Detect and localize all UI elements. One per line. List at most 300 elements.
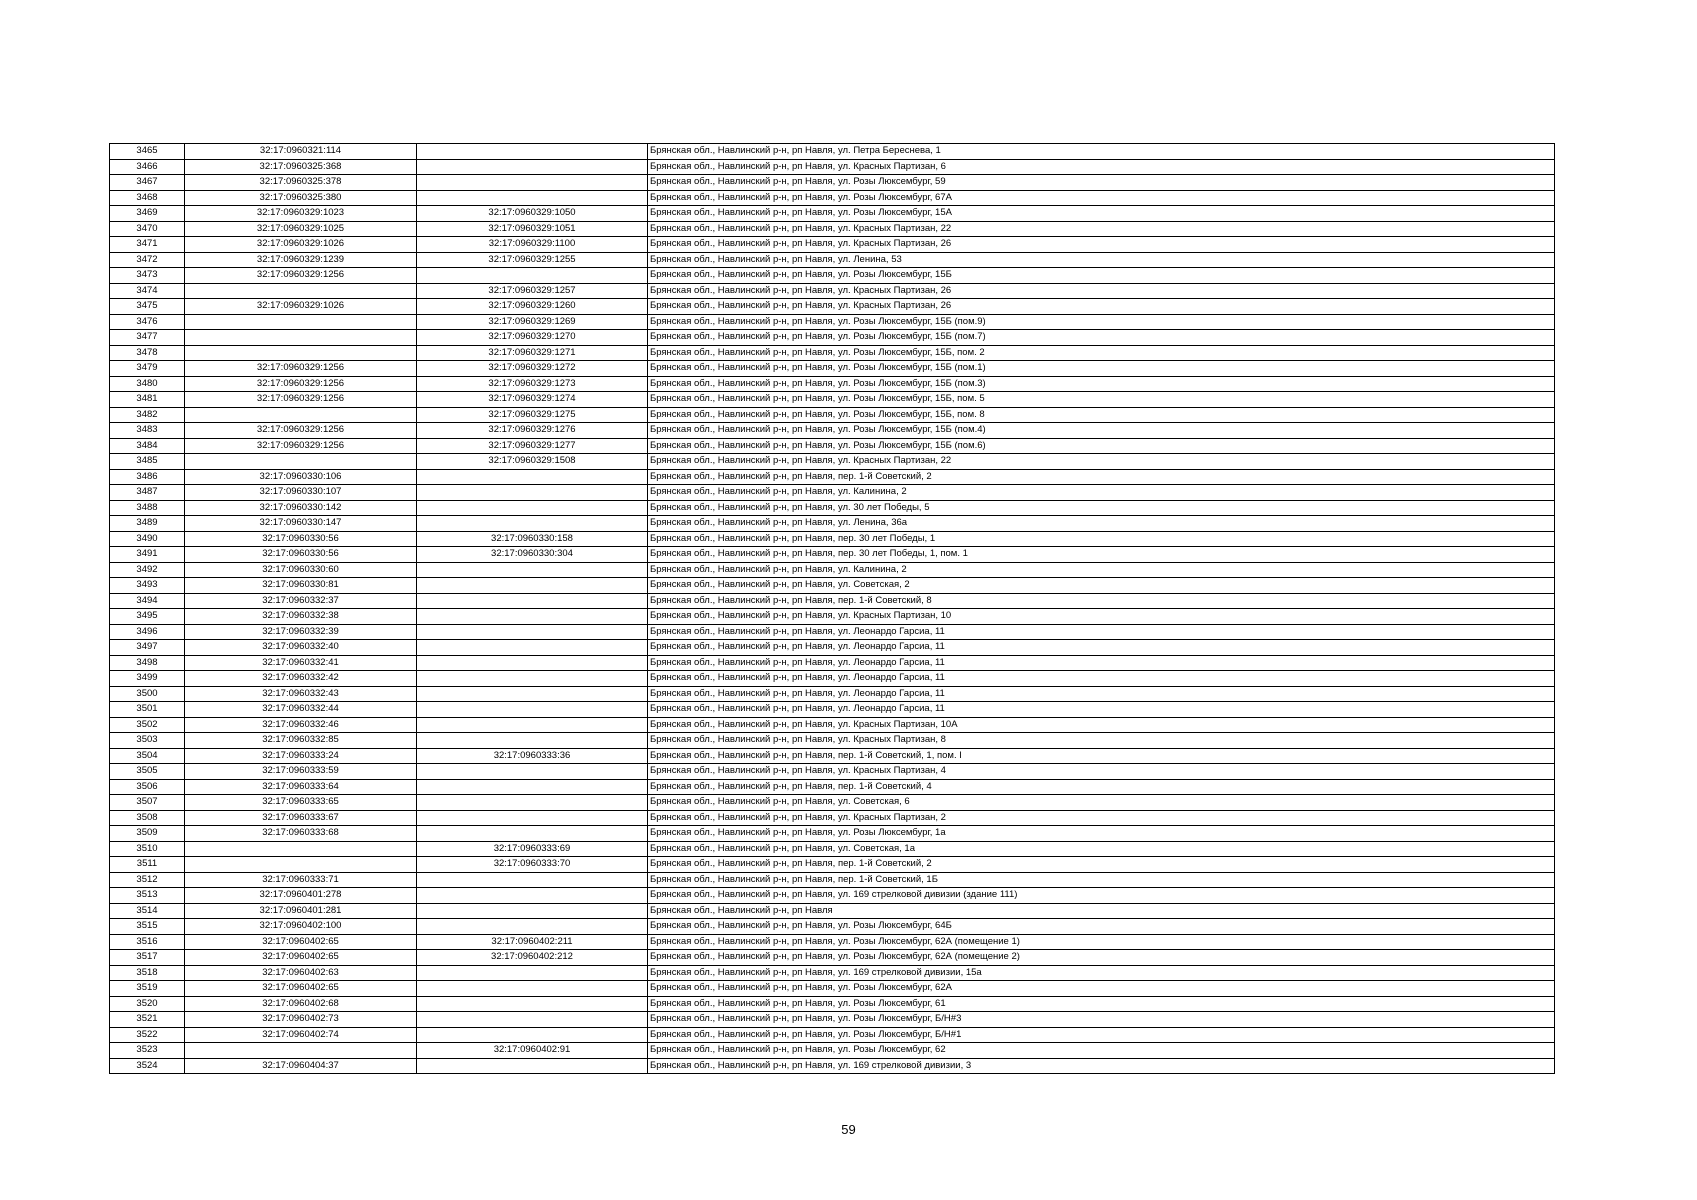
address-cell: Брянская обл., Навлинский р-н, рп Навля, ул. 169 стрелковой дивизии, 3 bbox=[648, 1058, 1555, 1074]
related-cadastral-number-cell bbox=[417, 826, 648, 842]
row-number-cell: 3502 bbox=[110, 717, 185, 733]
cadastral-number-cell: 32:17:0960325:368 bbox=[185, 159, 417, 175]
row-number-cell: 3524 bbox=[110, 1058, 185, 1074]
address-cell: Брянская обл., Навлинский р-н, рп Навля, ул. Розы Люксембург, 64Б bbox=[648, 919, 1555, 935]
table-row bbox=[110, 640, 1555, 656]
related-cadastral-number-cell bbox=[417, 686, 648, 702]
cadastral-number-cell: 32:17:0960404:37 bbox=[185, 1058, 417, 1074]
row-number-cell: 3489 bbox=[110, 516, 185, 532]
address-cell: Брянская обл., Навлинский р-н, рп Навля, ул. Леонардо Гарсиа, 11 bbox=[648, 640, 1555, 656]
related-cadastral-number-cell bbox=[417, 655, 648, 671]
related-cadastral-number-cell: 32:17:0960402:211 bbox=[417, 934, 648, 950]
address-cell: Брянская обл., Навлинский р-н, рп Навля, ул. Красных Партизан, 10А bbox=[648, 717, 1555, 733]
row-number-cell: 3498 bbox=[110, 655, 185, 671]
table-row bbox=[110, 206, 1555, 222]
related-cadastral-number-cell: 32:17:0960333:70 bbox=[417, 857, 648, 873]
row-number-cell: 3466 bbox=[110, 159, 185, 175]
row-number-cell: 3482 bbox=[110, 407, 185, 423]
related-cadastral-number-cell: 32:17:0960329:1269 bbox=[417, 314, 648, 330]
address-cell: Брянская обл., Навлинский р-н, рп Навля, ул. Красных Партизан, 26 bbox=[648, 283, 1555, 299]
cadastral-number-cell: 32:17:0960332:46 bbox=[185, 717, 417, 733]
table-row bbox=[110, 330, 1555, 346]
related-cadastral-number-cell bbox=[417, 717, 648, 733]
cadastral-number-cell: 32:17:0960329:1239 bbox=[185, 252, 417, 268]
related-cadastral-number-cell bbox=[417, 903, 648, 919]
related-cadastral-number-cell bbox=[417, 1012, 648, 1028]
address-cell: Брянская обл., Навлинский р-н, рп Навля, пер. 30 лет Победы, 1 bbox=[648, 531, 1555, 547]
table-row bbox=[110, 175, 1555, 191]
address-cell: Брянская обл., Навлинский р-н, рп Навля, ул. Советская, 1а bbox=[648, 841, 1555, 857]
related-cadastral-number-cell: 32:17:0960402:212 bbox=[417, 950, 648, 966]
row-number-cell: 3479 bbox=[110, 361, 185, 377]
table-row bbox=[110, 345, 1555, 361]
related-cadastral-number-cell bbox=[417, 981, 648, 997]
row-number-cell: 3516 bbox=[110, 934, 185, 950]
related-cadastral-number-cell: 32:17:0960329:1271 bbox=[417, 345, 648, 361]
cadastral-number-cell bbox=[185, 857, 417, 873]
related-cadastral-number-cell bbox=[417, 500, 648, 516]
address-cell: Брянская обл., Навлинский р-н, рп Навля, ул. Ленина, 36а bbox=[648, 516, 1555, 532]
address-cell: Брянская обл., Навлинский р-н, рп Навля, ул. Красных Партизан, 2 bbox=[648, 810, 1555, 826]
related-cadastral-number-cell bbox=[417, 1027, 648, 1043]
table-row bbox=[110, 810, 1555, 826]
address-cell: Брянская обл., Навлинский р-н, рп Навля, ул. Розы Люксембург, 59 bbox=[648, 175, 1555, 191]
address-cell: Брянская обл., Навлинский р-н, рп Навля, ул. Красных Партизан, 26 bbox=[648, 299, 1555, 315]
address-cell: Брянская обл., Навлинский р-н, рп Навля, ул. Красных Партизан, 6 bbox=[648, 159, 1555, 175]
related-cadastral-number-cell: 32:17:0960330:304 bbox=[417, 547, 648, 563]
table-row bbox=[110, 531, 1555, 547]
address-cell: Брянская обл., Навлинский р-н, рп Навля, ул. Розы Люксембург, 15Б, пом. 5 bbox=[648, 392, 1555, 408]
cadastral-number-cell: 32:17:0960332:40 bbox=[185, 640, 417, 656]
cadastral-number-cell: 32:17:0960329:1026 bbox=[185, 237, 417, 253]
related-cadastral-number-cell: 32:17:0960329:1100 bbox=[417, 237, 648, 253]
row-number-cell: 3514 bbox=[110, 903, 185, 919]
address-cell: Брянская обл., Навлинский р-н, рп Навля, пер. 1-й Советский, 4 bbox=[648, 779, 1555, 795]
related-cadastral-number-cell: 32:17:0960333:69 bbox=[417, 841, 648, 857]
address-cell: Брянская обл., Навлинский р-н, рп Навля, ул. Розы Люксембург, 62А (помещение 1) bbox=[648, 934, 1555, 950]
address-cell: Брянская обл., Навлинский р-н, рп Навля, ул. Розы Люксембург, Б/Н#3 bbox=[648, 1012, 1555, 1028]
address-cell: Брянская обл., Навлинский р-н, рп Навля, ул. Розы Люксембург, 61 bbox=[648, 996, 1555, 1012]
cadastral-number-cell: 32:17:0960333:64 bbox=[185, 779, 417, 795]
related-cadastral-number-cell bbox=[417, 1058, 648, 1074]
related-cadastral-number-cell: 32:17:0960329:1272 bbox=[417, 361, 648, 377]
table-row bbox=[110, 733, 1555, 749]
row-number-cell: 3467 bbox=[110, 175, 185, 191]
table-row bbox=[110, 1043, 1555, 1059]
address-cell: Брянская обл., Навлинский р-н, рп Навля, ул. Калинина, 2 bbox=[648, 485, 1555, 501]
table-row bbox=[110, 903, 1555, 919]
row-number-cell: 3465 bbox=[110, 144, 185, 160]
row-number-cell: 3480 bbox=[110, 376, 185, 392]
related-cadastral-number-cell bbox=[417, 965, 648, 981]
cadastral-number-cell: 32:17:0960329:1025 bbox=[185, 221, 417, 237]
row-number-cell: 3476 bbox=[110, 314, 185, 330]
table-row bbox=[110, 686, 1555, 702]
cadastral-number-cell: 32:17:0960330:107 bbox=[185, 485, 417, 501]
address-cell: Брянская обл., Навлинский р-н, рп Навля, ул. Розы Люксембург, 62А bbox=[648, 981, 1555, 997]
related-cadastral-number-cell bbox=[417, 888, 648, 904]
address-cell: Брянская обл., Навлинский р-н, рп Навля, ул. Розы Люксембург, Б/Н#1 bbox=[648, 1027, 1555, 1043]
row-number-cell: 3468 bbox=[110, 190, 185, 206]
cadastral-number-cell: 32:17:0960402:68 bbox=[185, 996, 417, 1012]
related-cadastral-number-cell bbox=[417, 640, 648, 656]
address-cell: Брянская обл., Навлинский р-н, рп Навля, ул. Ленина, 53 bbox=[648, 252, 1555, 268]
table-row bbox=[110, 1012, 1555, 1028]
related-cadastral-number-cell bbox=[417, 795, 648, 811]
table-row bbox=[110, 314, 1555, 330]
cadastral-number-cell: 32:17:0960401:281 bbox=[185, 903, 417, 919]
row-number-cell: 3492 bbox=[110, 562, 185, 578]
table-row bbox=[110, 438, 1555, 454]
cadastral-number-cell: 32:17:0960332:37 bbox=[185, 593, 417, 609]
table-row bbox=[110, 593, 1555, 609]
related-cadastral-number-cell bbox=[417, 624, 648, 640]
cadastral-number-cell: 32:17:0960332:44 bbox=[185, 702, 417, 718]
related-cadastral-number-cell: 32:17:0960329:1273 bbox=[417, 376, 648, 392]
cadastral-number-cell: 32:17:0960330:81 bbox=[185, 578, 417, 594]
cadastral-number-cell: 32:17:0960329:1256 bbox=[185, 438, 417, 454]
cadastral-number-cell: 32:17:0960329:1256 bbox=[185, 423, 417, 439]
table-row bbox=[110, 516, 1555, 532]
address-cell: Брянская обл., Навлинский р-н, рп Навля, пер. 1-й Советский, 8 bbox=[648, 593, 1555, 609]
cadastral-number-cell bbox=[185, 407, 417, 423]
table-row bbox=[110, 624, 1555, 640]
table-row bbox=[110, 221, 1555, 237]
cadastral-number-cell: 32:17:0960329:1023 bbox=[185, 206, 417, 222]
table-row bbox=[110, 485, 1555, 501]
address-cell: Брянская обл., Навлинский р-н, рп Навля, ул. Розы Люксембург, 15Б, пом. 8 bbox=[648, 407, 1555, 423]
row-number-cell: 3515 bbox=[110, 919, 185, 935]
row-number-cell: 3474 bbox=[110, 283, 185, 299]
cadastral-number-cell: 32:17:0960333:68 bbox=[185, 826, 417, 842]
address-cell: Брянская обл., Навлинский р-н, рп Навля, ул. Розы Люксембург, 15Б (пом.6) bbox=[648, 438, 1555, 454]
cadastral-number-cell: 32:17:0960325:380 bbox=[185, 190, 417, 206]
table-row bbox=[110, 655, 1555, 671]
table-row bbox=[110, 454, 1555, 470]
related-cadastral-number-cell bbox=[417, 516, 648, 532]
cadastral-number-cell: 32:17:0960330:142 bbox=[185, 500, 417, 516]
address-cell: Брянская обл., Навлинский р-н, рп Навля, ул. Розы Люксембург, 15Б (пом.9) bbox=[648, 314, 1555, 330]
address-cell: Брянская обл., Навлинский р-н, рп Навля, ул. Советская, 2 bbox=[648, 578, 1555, 594]
row-number-cell: 3494 bbox=[110, 593, 185, 609]
table-row bbox=[110, 376, 1555, 392]
row-number-cell: 3512 bbox=[110, 872, 185, 888]
row-number-cell: 3506 bbox=[110, 779, 185, 795]
table-row bbox=[110, 934, 1555, 950]
related-cadastral-number-cell: 32:17:0960329:1260 bbox=[417, 299, 648, 315]
address-cell: Брянская обл., Навлинский р-н, рп Навля, ул. Розы Люксембург, 1а bbox=[648, 826, 1555, 842]
row-number-cell: 3509 bbox=[110, 826, 185, 842]
row-number-cell: 3497 bbox=[110, 640, 185, 656]
cadastral-number-cell: 32:17:0960329:1026 bbox=[185, 299, 417, 315]
row-number-cell: 3511 bbox=[110, 857, 185, 873]
related-cadastral-number-cell bbox=[417, 872, 648, 888]
row-number-cell: 3522 bbox=[110, 1027, 185, 1043]
cadastral-number-cell bbox=[185, 841, 417, 857]
table-row bbox=[110, 392, 1555, 408]
address-cell: Брянская обл., Навлинский р-н, рп Навля, ул. Красных Партизан, 8 bbox=[648, 733, 1555, 749]
cadastral-number-cell: 32:17:0960402:100 bbox=[185, 919, 417, 935]
row-number-cell: 3477 bbox=[110, 330, 185, 346]
table-row bbox=[110, 748, 1555, 764]
cadastral-number-cell: 32:17:0960332:41 bbox=[185, 655, 417, 671]
cadastral-number-cell: 32:17:0960330:56 bbox=[185, 547, 417, 563]
row-number-cell: 3488 bbox=[110, 500, 185, 516]
row-number-cell: 3513 bbox=[110, 888, 185, 904]
table-row bbox=[110, 919, 1555, 935]
row-number-cell: 3518 bbox=[110, 965, 185, 981]
related-cadastral-number-cell bbox=[417, 159, 648, 175]
related-cadastral-number-cell bbox=[417, 702, 648, 718]
table-row bbox=[110, 578, 1555, 594]
address-cell: Брянская обл., Навлинский р-н, рп Навля, ул. 169 стрелковой дивизии (здание 111) bbox=[648, 888, 1555, 904]
row-number-cell: 3473 bbox=[110, 268, 185, 284]
table-row bbox=[110, 423, 1555, 439]
cadastral-number-cell: 32:17:0960402:65 bbox=[185, 981, 417, 997]
row-number-cell: 3504 bbox=[110, 748, 185, 764]
cadastral-number-cell: 32:17:0960330:147 bbox=[185, 516, 417, 532]
page-number: 59 bbox=[841, 1122, 856, 1137]
table-row bbox=[110, 237, 1555, 253]
address-cell: Брянская обл., Навлинский р-н, рп Навля, ул. Красных Партизан, 26 bbox=[648, 237, 1555, 253]
address-cell: Брянская обл., Навлинский р-н, рп Навля, ул. Розы Люксембург, 67А bbox=[648, 190, 1555, 206]
address-cell: Брянская обл., Навлинский р-н, рп Навля, ул. Розы Люксембург, 15Б bbox=[648, 268, 1555, 284]
cadastral-number-cell bbox=[185, 1043, 417, 1059]
related-cadastral-number-cell bbox=[417, 996, 648, 1012]
table-row bbox=[110, 252, 1555, 268]
table-row bbox=[110, 547, 1555, 563]
table-row bbox=[110, 717, 1555, 733]
row-number-cell: 3483 bbox=[110, 423, 185, 439]
cadastral-number-cell: 32:17:0960329:1256 bbox=[185, 268, 417, 284]
cadastral-number-cell bbox=[185, 314, 417, 330]
address-cell: Брянская обл., Навлинский р-н, рп Навля, ул. Петра Береснева, 1 bbox=[648, 144, 1555, 160]
table-row bbox=[110, 609, 1555, 625]
table-row bbox=[110, 500, 1555, 516]
cadastral-number-cell: 32:17:0960330:60 bbox=[185, 562, 417, 578]
related-cadastral-number-cell bbox=[417, 671, 648, 687]
related-cadastral-number-cell: 32:17:0960333:36 bbox=[417, 748, 648, 764]
table-row bbox=[110, 872, 1555, 888]
row-number-cell: 3472 bbox=[110, 252, 185, 268]
row-number-cell: 3523 bbox=[110, 1043, 185, 1059]
row-number-cell: 3484 bbox=[110, 438, 185, 454]
cadastral-number-cell: 32:17:0960321:114 bbox=[185, 144, 417, 160]
related-cadastral-number-cell bbox=[417, 144, 648, 160]
table-row bbox=[110, 996, 1555, 1012]
table-row bbox=[110, 1027, 1555, 1043]
address-cell: Брянская обл., Навлинский р-н, рп Навля, пер. 1-й Советский, 2 bbox=[648, 857, 1555, 873]
related-cadastral-number-cell: 32:17:0960329:1257 bbox=[417, 283, 648, 299]
row-number-cell: 3517 bbox=[110, 950, 185, 966]
registry-table-body bbox=[110, 144, 1555, 1074]
table-row bbox=[110, 190, 1555, 206]
row-number-cell: 3495 bbox=[110, 609, 185, 625]
table-row bbox=[110, 764, 1555, 780]
cadastral-number-cell: 32:17:0960402:73 bbox=[185, 1012, 417, 1028]
address-cell: Брянская обл., Навлинский р-н, рп Навля, пер. 30 лет Победы, 1, пом. 1 bbox=[648, 547, 1555, 563]
row-number-cell: 3503 bbox=[110, 733, 185, 749]
cadastral-number-cell: 32:17:0960325:378 bbox=[185, 175, 417, 191]
cadastral-number-cell: 32:17:0960330:56 bbox=[185, 531, 417, 547]
related-cadastral-number-cell: 32:17:0960329:1255 bbox=[417, 252, 648, 268]
cadastral-number-cell bbox=[185, 345, 417, 361]
address-cell: Брянская обл., Навлинский р-н, рп Навля, ул. Леонардо Гарсиа, 11 bbox=[648, 671, 1555, 687]
cadastral-number-cell: 32:17:0960332:42 bbox=[185, 671, 417, 687]
row-number-cell: 3490 bbox=[110, 531, 185, 547]
row-number-cell: 3510 bbox=[110, 841, 185, 857]
row-number-cell: 3519 bbox=[110, 981, 185, 997]
row-number-cell: 3487 bbox=[110, 485, 185, 501]
row-number-cell: 3475 bbox=[110, 299, 185, 315]
cadastral-number-cell: 32:17:0960402:65 bbox=[185, 950, 417, 966]
table-row bbox=[110, 888, 1555, 904]
row-number-cell: 3471 bbox=[110, 237, 185, 253]
cadastral-number-cell bbox=[185, 454, 417, 470]
cadastral-number-cell: 32:17:0960332:38 bbox=[185, 609, 417, 625]
table-row bbox=[110, 779, 1555, 795]
table-row bbox=[110, 361, 1555, 377]
related-cadastral-number-cell: 32:17:0960329:1508 bbox=[417, 454, 648, 470]
related-cadastral-number-cell: 32:17:0960329:1274 bbox=[417, 392, 648, 408]
related-cadastral-number-cell bbox=[417, 733, 648, 749]
related-cadastral-number-cell: 32:17:0960329:1276 bbox=[417, 423, 648, 439]
address-cell: Брянская обл., Навлинский р-н, рп Навля, ул. Розы Люксембург, 15А bbox=[648, 206, 1555, 222]
related-cadastral-number-cell: 32:17:0960329:1050 bbox=[417, 206, 648, 222]
cadastral-number-cell: 32:17:0960329:1256 bbox=[185, 361, 417, 377]
row-number-cell: 3496 bbox=[110, 624, 185, 640]
row-number-cell: 3485 bbox=[110, 454, 185, 470]
row-number-cell: 3499 bbox=[110, 671, 185, 687]
table-row bbox=[110, 283, 1555, 299]
related-cadastral-number-cell bbox=[417, 485, 648, 501]
address-cell: Брянская обл., Навлинский р-н, рп Навля, ул. Советская, 6 bbox=[648, 795, 1555, 811]
row-number-cell: 3508 bbox=[110, 810, 185, 826]
related-cadastral-number-cell bbox=[417, 268, 648, 284]
cadastral-number-cell: 32:17:0960402:65 bbox=[185, 934, 417, 950]
address-cell: Брянская обл., Навлинский р-н, рп Навля, ул. Леонардо Гарсиа, 11 bbox=[648, 686, 1555, 702]
address-cell: Брянская обл., Навлинский р-н, рп Навля, ул. Красных Партизан, 22 bbox=[648, 454, 1555, 470]
related-cadastral-number-cell bbox=[417, 578, 648, 594]
cadastral-number-cell: 32:17:0960329:1256 bbox=[185, 392, 417, 408]
cadastral-number-cell: 32:17:0960333:67 bbox=[185, 810, 417, 826]
related-cadastral-number-cell: 32:17:0960329:1275 bbox=[417, 407, 648, 423]
cadastral-number-cell bbox=[185, 330, 417, 346]
address-cell: Брянская обл., Навлинский р-н, рп Навля, ул. Розы Люксембург, 15Б (пом.3) bbox=[648, 376, 1555, 392]
address-cell: Брянская обл., Навлинский р-н, рп Навля, ул. Розы Люксембург, 62А (помещение 2) bbox=[648, 950, 1555, 966]
related-cadastral-number-cell: 32:17:0960329:1051 bbox=[417, 221, 648, 237]
address-cell: Брянская обл., Навлинский р-н, рп Навля, ул. Розы Люксембург, 15Б (пом.7) bbox=[648, 330, 1555, 346]
row-number-cell: 3507 bbox=[110, 795, 185, 811]
row-number-cell: 3521 bbox=[110, 1012, 185, 1028]
related-cadastral-number-cell bbox=[417, 562, 648, 578]
address-cell: Брянская обл., Навлинский р-н, рп Навля, пер. 1-й Советский, 1Б bbox=[648, 872, 1555, 888]
table-row bbox=[110, 671, 1555, 687]
address-cell: Брянская обл., Навлинский р-н, рп Навля, ул. Розы Люксембург, 15Б (пом.4) bbox=[648, 423, 1555, 439]
row-number-cell: 3505 bbox=[110, 764, 185, 780]
address-cell: Брянская обл., Навлинский р-н, рп Навля, ул. Розы Люксембург, 15Б, пом. 2 bbox=[648, 345, 1555, 361]
related-cadastral-number-cell bbox=[417, 810, 648, 826]
address-cell: Брянская обл., Навлинский р-н, рп Навля, ул. Леонардо Гарсиа, 11 bbox=[648, 655, 1555, 671]
table-row bbox=[110, 159, 1555, 175]
related-cadastral-number-cell bbox=[417, 175, 648, 191]
table-row bbox=[110, 702, 1555, 718]
address-cell: Брянская обл., Навлинский р-н, рп Навля, ул. Розы Люксембург, 15Б (пом.1) bbox=[648, 361, 1555, 377]
row-number-cell: 3470 bbox=[110, 221, 185, 237]
address-cell: Брянская обл., Навлинский р-н, рп Навля, ул. Калинина, 2 bbox=[648, 562, 1555, 578]
cadastral-number-cell: 32:17:0960333:59 bbox=[185, 764, 417, 780]
address-cell: Брянская обл., Навлинский р-н, рп Навля, ул. 30 лет Победы, 5 bbox=[648, 500, 1555, 516]
row-number-cell: 3486 bbox=[110, 469, 185, 485]
table-row bbox=[110, 826, 1555, 842]
related-cadastral-number-cell: 32:17:0960329:1277 bbox=[417, 438, 648, 454]
cadastral-number-cell: 32:17:0960332:39 bbox=[185, 624, 417, 640]
address-cell: Брянская обл., Навлинский р-н, рп Навля, пер. 1-й Советский, 1, пом. I bbox=[648, 748, 1555, 764]
cadastral-number-cell bbox=[185, 283, 417, 299]
cadastral-number-cell: 32:17:0960329:1256 bbox=[185, 376, 417, 392]
address-cell: Брянская обл., Навлинский р-н, рп Навля, ул. Розы Люксембург, 62 bbox=[648, 1043, 1555, 1059]
related-cadastral-number-cell bbox=[417, 190, 648, 206]
address-cell: Брянская обл., Навлинский р-н, рп Навля, ул. Красных Партизан, 10 bbox=[648, 609, 1555, 625]
address-cell: Брянская обл., Навлинский р-н, рп Навля, ул. Леонардо Гарсиа, 11 bbox=[648, 624, 1555, 640]
address-cell: Брянская обл., Навлинский р-н, рп Навля, ул. Красных Партизан, 4 bbox=[648, 764, 1555, 780]
cadastral-number-cell: 32:17:0960402:74 bbox=[185, 1027, 417, 1043]
registry-table bbox=[109, 143, 1555, 1074]
cadastral-number-cell: 32:17:0960333:71 bbox=[185, 872, 417, 888]
table-row bbox=[110, 268, 1555, 284]
cadastral-number-cell: 32:17:0960332:43 bbox=[185, 686, 417, 702]
cadastral-number-cell: 32:17:0960332:85 bbox=[185, 733, 417, 749]
table-row bbox=[110, 562, 1555, 578]
table-row bbox=[110, 795, 1555, 811]
table-row bbox=[110, 144, 1555, 160]
row-number-cell: 3500 bbox=[110, 686, 185, 702]
related-cadastral-number-cell bbox=[417, 469, 648, 485]
related-cadastral-number-cell: 32:17:0960330:158 bbox=[417, 531, 648, 547]
cadastral-number-cell: 32:17:0960330:106 bbox=[185, 469, 417, 485]
table-row bbox=[110, 469, 1555, 485]
related-cadastral-number-cell bbox=[417, 609, 648, 625]
address-cell: Брянская обл., Навлинский р-н, рп Навля, ул. 169 стрелковой дивизии, 15а bbox=[648, 965, 1555, 981]
related-cadastral-number-cell: 32:17:0960329:1270 bbox=[417, 330, 648, 346]
related-cadastral-number-cell bbox=[417, 919, 648, 935]
related-cadastral-number-cell bbox=[417, 764, 648, 780]
address-cell: Брянская обл., Навлинский р-н, рп Навля, ул. Леонардо Гарсиа, 11 bbox=[648, 702, 1555, 718]
row-number-cell: 3478 bbox=[110, 345, 185, 361]
table-row bbox=[110, 950, 1555, 966]
table-row bbox=[110, 299, 1555, 315]
row-number-cell: 3493 bbox=[110, 578, 185, 594]
cadastral-number-cell: 32:17:0960401:278 bbox=[185, 888, 417, 904]
related-cadastral-number-cell bbox=[417, 779, 648, 795]
table-row bbox=[110, 407, 1555, 423]
related-cadastral-number-cell bbox=[417, 593, 648, 609]
row-number-cell: 3491 bbox=[110, 547, 185, 563]
table-row bbox=[110, 1058, 1555, 1074]
address-cell: Брянская обл., Навлинский р-н, рп Навля bbox=[648, 903, 1555, 919]
row-number-cell: 3469 bbox=[110, 206, 185, 222]
table-row bbox=[110, 965, 1555, 981]
table-row bbox=[110, 857, 1555, 873]
address-cell: Брянская обл., Навлинский р-н, рп Навля, пер. 1-й Советский, 2 bbox=[648, 469, 1555, 485]
cadastral-number-cell: 32:17:0960402:63 bbox=[185, 965, 417, 981]
address-cell: Брянская обл., Навлинский р-н, рп Навля, ул. Красных Партизан, 22 bbox=[648, 221, 1555, 237]
cadastral-number-cell: 32:17:0960333:65 bbox=[185, 795, 417, 811]
cadastral-number-cell: 32:17:0960333:24 bbox=[185, 748, 417, 764]
row-number-cell: 3481 bbox=[110, 392, 185, 408]
related-cadastral-number-cell: 32:17:0960402:91 bbox=[417, 1043, 648, 1059]
row-number-cell: 3520 bbox=[110, 996, 185, 1012]
